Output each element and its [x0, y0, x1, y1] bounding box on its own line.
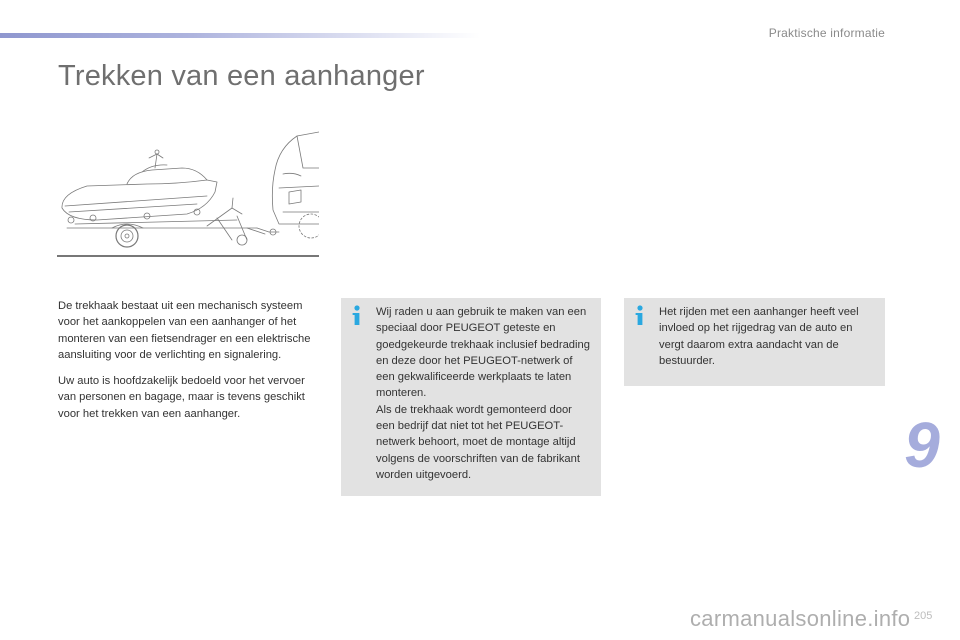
info-box-driving-advice — [624, 298, 885, 386]
info-box-paragraph: Als de trekhaak wordt gemonteerd door een bedrijf dat niet tot het PEUGEOT-netwerk behoort, moet de montage altijd volgens de voorschriften van de fabrikant worden uitgevoerd. — [376, 403, 580, 481]
info-icon — [351, 304, 363, 326]
section-name: Praktische informatie — [768, 26, 885, 40]
intro-text — [58, 298, 316, 432]
info-box-paragraph: Wij raden u aan gebruik te maken van een speciaal door PEUGEOT geteste en goedgekeurde trekhaak inclusief bedrading en deze door het PEUGEOT-netwerk of een gekwalificeerde werkplaats te laten monteren. — [376, 306, 590, 400]
intro-paragraph: De trekhaak bestaat uit een mechanisch systeem voor het aankoppelen van een aanhanger of het monteren van een fietsendrager en een elektrische aansluiting voor de verlichting en signalering. — [58, 300, 311, 361]
trailer-jetski-illustration — [57, 128, 319, 260]
info-box-paragraph: Het rijden met een aanhanger heeft veel invloed op het rijgedrag van de auto en vergt daarom extra aandacht van de bestuurder. — [659, 306, 859, 367]
chapter-number: 9 — [904, 409, 940, 481]
page-title: Trekken van een aanhanger — [58, 60, 425, 92]
page-number: 205 — [914, 610, 933, 622]
info-box-towbar-advice — [341, 298, 601, 496]
header-accent-bar — [0, 33, 480, 38]
watermark: carmanualsonline.info — [690, 606, 911, 631]
intro-paragraph: Uw auto is hoofdzakelijk bedoeld voor het vervoer van personen en bagage, maar is tevens geschikt voor het trekken van een aanhanger. — [58, 375, 305, 420]
info-icon — [634, 304, 646, 326]
